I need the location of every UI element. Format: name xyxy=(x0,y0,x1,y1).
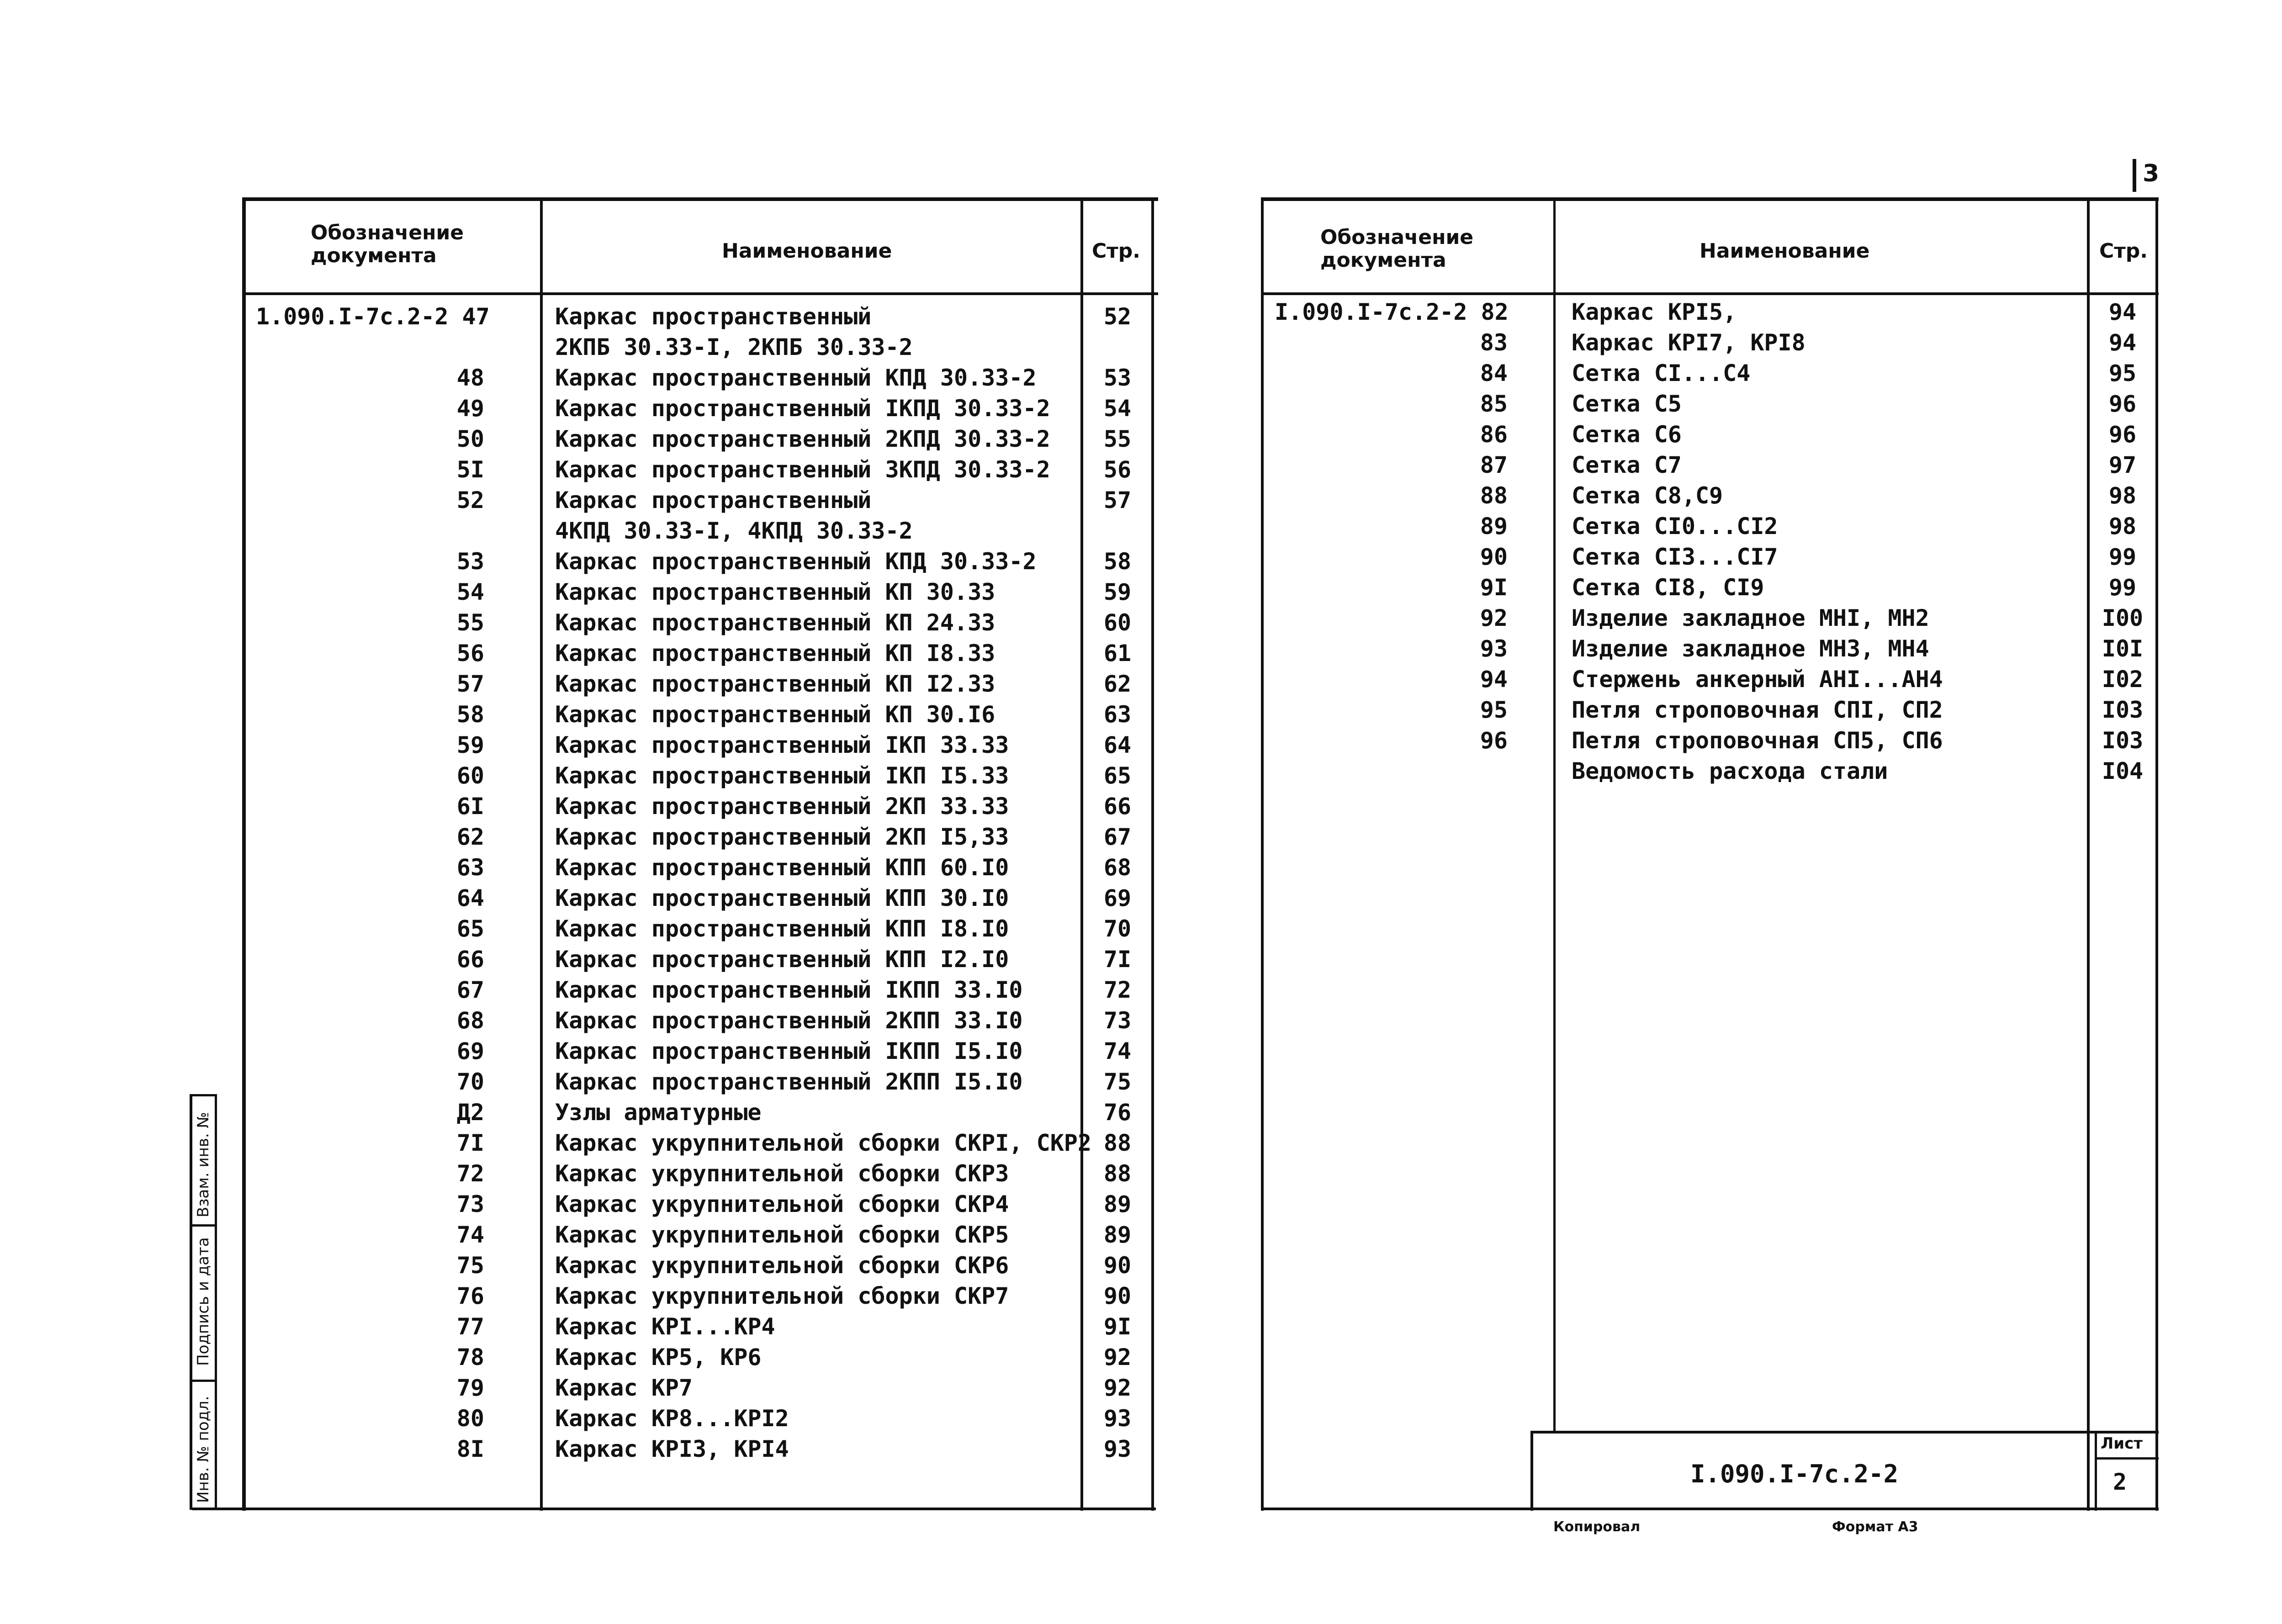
row-designation: 86 xyxy=(1480,421,1508,448)
row-designation: 69 xyxy=(456,1038,484,1064)
row-name: Каркас пространственный КПД 30.33-2 xyxy=(555,365,1037,391)
row-page: 74 xyxy=(1103,1038,1132,1064)
footer-copied: Копировал xyxy=(1553,1519,1641,1535)
row-name: 4КПД 30.33-I, 4КПД 30.33-2 xyxy=(555,518,913,544)
row-page: 70 xyxy=(1103,915,1132,942)
row-name: Каркас пространственный КП I8.33 xyxy=(555,640,995,667)
row-designation: 8I xyxy=(456,1436,484,1462)
row-designation: 92 xyxy=(1480,605,1508,631)
row-name: Каркас КРI...КР4 xyxy=(555,1313,775,1340)
header-page-right: Стр. xyxy=(2099,239,2148,263)
row-name: Петля строповочная СПI, СП2 xyxy=(1572,697,1943,723)
stamp-sheet-label: Лист xyxy=(2101,1434,2143,1453)
row-page: 52 xyxy=(1103,303,1132,330)
row-name: Каркас пространственный 3КПД 30.33-2 xyxy=(555,456,1050,483)
row-designation: Д2 xyxy=(456,1099,484,1126)
row-designation: 63 xyxy=(456,854,484,881)
row-designation: 84 xyxy=(1480,360,1508,386)
row-name: Каркас пространственный IКП 33.33 xyxy=(555,732,1009,758)
page-number: 3 xyxy=(2143,160,2160,187)
row-page: 76 xyxy=(1103,1099,1132,1126)
row-page: 93 xyxy=(1103,1436,1132,1462)
stamp-code: I.090.I-7c.2-2 xyxy=(1690,1460,1899,1488)
row-designation: 50 xyxy=(456,426,484,452)
row-name: Каркас пространственный IКПП 33.I0 xyxy=(555,977,1023,1003)
row-designation: 87 xyxy=(1480,452,1508,478)
row-name: Сетка С8,С9 xyxy=(1572,482,1723,509)
row-name: Изделие закладное МНI, МН2 xyxy=(1572,605,1929,631)
row-name: Сетка СI3...СI7 xyxy=(1572,544,1778,570)
row-page: I00 xyxy=(2102,605,2144,631)
row-designation: 93 xyxy=(1480,635,1508,662)
row-page: 64 xyxy=(1103,732,1132,758)
row-designation: 60 xyxy=(456,762,484,789)
side-label-signature: Подпись и дата xyxy=(194,1237,212,1366)
header-page: Стр. xyxy=(1092,239,1141,263)
row-name: Каркас пространственный КП 30.33 xyxy=(555,579,995,605)
row-name: Каркас пространственный КПП 60.I0 xyxy=(555,854,1009,881)
row-page: 60 xyxy=(1103,609,1132,636)
row-page: 59 xyxy=(1103,579,1132,605)
row-page: 99 xyxy=(2108,574,2137,601)
row-page: 88 xyxy=(1103,1130,1132,1156)
header-name-right: Наименование xyxy=(1700,239,1870,263)
row-designation: 72 xyxy=(456,1160,484,1187)
row-page: 55 xyxy=(1103,426,1132,452)
row-name: Каркас КРI3, КРI4 xyxy=(555,1436,789,1462)
row-designation: 77 xyxy=(456,1313,484,1340)
row-name: Каркас КРI7, КРI8 xyxy=(1572,329,1805,356)
row-designation: I.090.I-7c.2-2 82 xyxy=(1275,299,1509,325)
row-designation: 53 xyxy=(456,548,484,575)
row-name: Каркас пространственный КП I2.33 xyxy=(555,671,995,697)
row-designation: 70 xyxy=(456,1069,484,1095)
row-page: I03 xyxy=(2102,697,2144,723)
row-name: Каркас пространственный КПД 30.33-2 xyxy=(555,548,1037,575)
row-page: 96 xyxy=(2108,391,2137,417)
row-name: Каркас пространственный 2КП 33.33 xyxy=(555,793,1009,820)
row-page: 67 xyxy=(1103,824,1132,850)
row-name: Каркас укрупнительной сборки СКР4 xyxy=(555,1191,1009,1217)
row-page: 92 xyxy=(1103,1375,1132,1401)
row-page: 89 xyxy=(1103,1222,1132,1248)
row-name: Сетка С5 xyxy=(1572,391,1682,417)
header-designation: Обозначение документа xyxy=(311,221,464,267)
row-name: Каркас пространственный КПП I2.I0 xyxy=(555,946,1009,973)
row-page: 69 xyxy=(1103,885,1132,911)
row-designation: 64 xyxy=(456,885,484,911)
row-name: 2КПБ 30.33-I, 2КПБ 30.33-2 xyxy=(555,334,913,360)
row-page: 65 xyxy=(1103,762,1132,789)
row-name: Каркас КРI5, xyxy=(1572,299,1737,325)
row-designation: 95 xyxy=(1480,697,1508,723)
row-designation: 68 xyxy=(456,1007,484,1034)
row-designation: 96 xyxy=(1480,727,1508,754)
side-label-inv: Инв. № подл. xyxy=(194,1396,212,1503)
row-page: 54 xyxy=(1103,395,1132,422)
row-name: Каркас укрупнительной сборки СКР7 xyxy=(555,1283,1009,1309)
row-page: 57 xyxy=(1103,487,1132,513)
row-name: Каркас пространственный 2КПД 30.33-2 xyxy=(555,426,1050,452)
row-name: Каркас укрупнительной сборки СКР6 xyxy=(555,1252,1009,1279)
row-designation: 62 xyxy=(456,824,484,850)
row-designation: 94 xyxy=(1480,666,1508,693)
row-name: Каркас КР5, КР6 xyxy=(555,1344,762,1370)
row-name: Каркас пространственный КПП 30.I0 xyxy=(555,885,1009,911)
row-name: Ведомость расхода стали xyxy=(1572,758,1888,784)
row-name: Каркас пространственный IКП I5.33 xyxy=(555,762,1009,789)
row-name: Петля строповочная СП5, СП6 xyxy=(1572,727,1943,754)
row-designation: 90 xyxy=(1480,544,1508,570)
row-name: Каркас пространственный КП 24.33 xyxy=(555,609,995,636)
row-designation: 55 xyxy=(456,609,484,636)
row-name: Каркас пространственный 2КПП 33.I0 xyxy=(555,1007,1023,1034)
row-name: Каркас пространственный КП 30.I6 xyxy=(555,701,995,728)
row-designation: 58 xyxy=(456,701,484,728)
row-page: 90 xyxy=(1103,1283,1132,1309)
row-name: Каркас укрупнительной сборки СКР5 xyxy=(555,1222,1009,1248)
header-designation-right: Обозначение документа xyxy=(1320,226,1474,272)
row-page: I0I xyxy=(2102,635,2144,662)
row-page: I02 xyxy=(2102,666,2144,693)
row-name: Каркас пространственный IКПП I5.I0 xyxy=(555,1038,1023,1064)
row-name: Каркас укрупнительной сборки СКРI, СКР2 xyxy=(555,1130,1091,1156)
row-page: 93 xyxy=(1103,1405,1132,1432)
row-designation: 80 xyxy=(456,1405,484,1432)
row-page: I04 xyxy=(2102,758,2144,784)
row-page: 58 xyxy=(1103,548,1132,575)
row-page: 94 xyxy=(2108,299,2137,325)
stamp-sheet-number: 2 xyxy=(2113,1469,2127,1495)
row-page: I03 xyxy=(2102,727,2144,754)
row-name: Изделие закладное МН3, МН4 xyxy=(1572,635,1929,662)
row-name: Сетка С6 xyxy=(1572,421,1682,448)
row-name: Каркас пространственный xyxy=(555,487,872,513)
row-name: Каркас укрупнительной сборки СКР3 xyxy=(555,1160,1009,1187)
row-name: Каркас КР7 xyxy=(555,1375,693,1401)
row-page: 73 xyxy=(1103,1007,1132,1034)
row-designation: 57 xyxy=(456,671,484,697)
row-designation: 48 xyxy=(456,365,484,391)
row-designation: 5I xyxy=(456,456,484,483)
row-designation: 9I xyxy=(1480,574,1508,601)
row-name: Каркас пространственный xyxy=(555,303,872,330)
row-page: 97 xyxy=(2108,452,2137,478)
row-page: 62 xyxy=(1103,671,1132,697)
row-designation: 59 xyxy=(456,732,484,758)
row-designation: 73 xyxy=(456,1191,484,1217)
row-page: 66 xyxy=(1103,793,1132,820)
row-name: Сетка СI...С4 xyxy=(1572,360,1751,386)
row-name: Стержень анкерный АНI...АН4 xyxy=(1572,666,1943,693)
row-designation: 67 xyxy=(456,977,484,1003)
row-page: 75 xyxy=(1103,1069,1132,1095)
row-page: 88 xyxy=(1103,1160,1132,1187)
row-name: Каркас пространственный 2КПП I5.I0 xyxy=(555,1069,1023,1095)
row-page: 68 xyxy=(1103,854,1132,881)
header-name: Наименование xyxy=(722,239,892,263)
row-name: Каркас пространственный КПП I8.I0 xyxy=(555,915,1009,942)
row-page: 92 xyxy=(1103,1344,1132,1370)
row-designation: 6I xyxy=(456,793,484,820)
row-page: 96 xyxy=(2108,421,2137,448)
row-page: 94 xyxy=(2108,329,2137,356)
row-page: 98 xyxy=(2108,482,2137,509)
side-label-replace: Взам. инв. № xyxy=(194,1112,212,1217)
row-name: Сетка СI8, СI9 xyxy=(1572,574,1764,601)
row-name: Каркас КР8...КРI2 xyxy=(555,1405,789,1432)
row-designation: 65 xyxy=(456,915,484,942)
row-page: 7I xyxy=(1103,946,1132,973)
row-page: 63 xyxy=(1103,701,1132,728)
row-designation: 79 xyxy=(456,1375,484,1401)
row-page: 72 xyxy=(1103,977,1132,1003)
row-page: 99 xyxy=(2108,544,2137,570)
row-name: Каркас пространственный 2КП I5,33 xyxy=(555,824,1009,850)
row-page: 53 xyxy=(1103,365,1132,391)
row-designation: 76 xyxy=(456,1283,484,1309)
row-page: 89 xyxy=(1103,1191,1132,1217)
row-page: 9I xyxy=(1103,1313,1132,1340)
row-designation: 85 xyxy=(1480,391,1508,417)
footer-format: Формат А3 xyxy=(1832,1519,1918,1535)
row-page: 95 xyxy=(2108,360,2137,386)
row-page: 90 xyxy=(1103,1252,1132,1279)
row-designation: 52 xyxy=(456,487,484,513)
row-name: Сетка СI0...СI2 xyxy=(1572,513,1778,540)
row-name: Каркас пространственный IКПД 30.33-2 xyxy=(555,395,1050,422)
row-designation: 7I xyxy=(456,1130,484,1156)
row-page: 56 xyxy=(1103,456,1132,483)
row-designation: 75 xyxy=(456,1252,484,1279)
row-designation: 89 xyxy=(1480,513,1508,540)
row-designation: 88 xyxy=(1480,482,1508,509)
row-name: Узлы арматурные xyxy=(555,1099,762,1126)
row-designation: 49 xyxy=(456,395,484,422)
row-designation: 78 xyxy=(456,1344,484,1370)
row-page: 98 xyxy=(2108,513,2137,540)
row-name: Сетка С7 xyxy=(1572,452,1682,478)
row-page: 61 xyxy=(1103,640,1132,667)
row-designation: 66 xyxy=(456,946,484,973)
row-designation: 1.090.I-7c.2-2 47 xyxy=(256,303,490,330)
row-designation: 74 xyxy=(456,1222,484,1248)
row-designation: 83 xyxy=(1480,329,1508,356)
row-designation: 56 xyxy=(456,640,484,667)
row-designation: 54 xyxy=(456,579,484,605)
